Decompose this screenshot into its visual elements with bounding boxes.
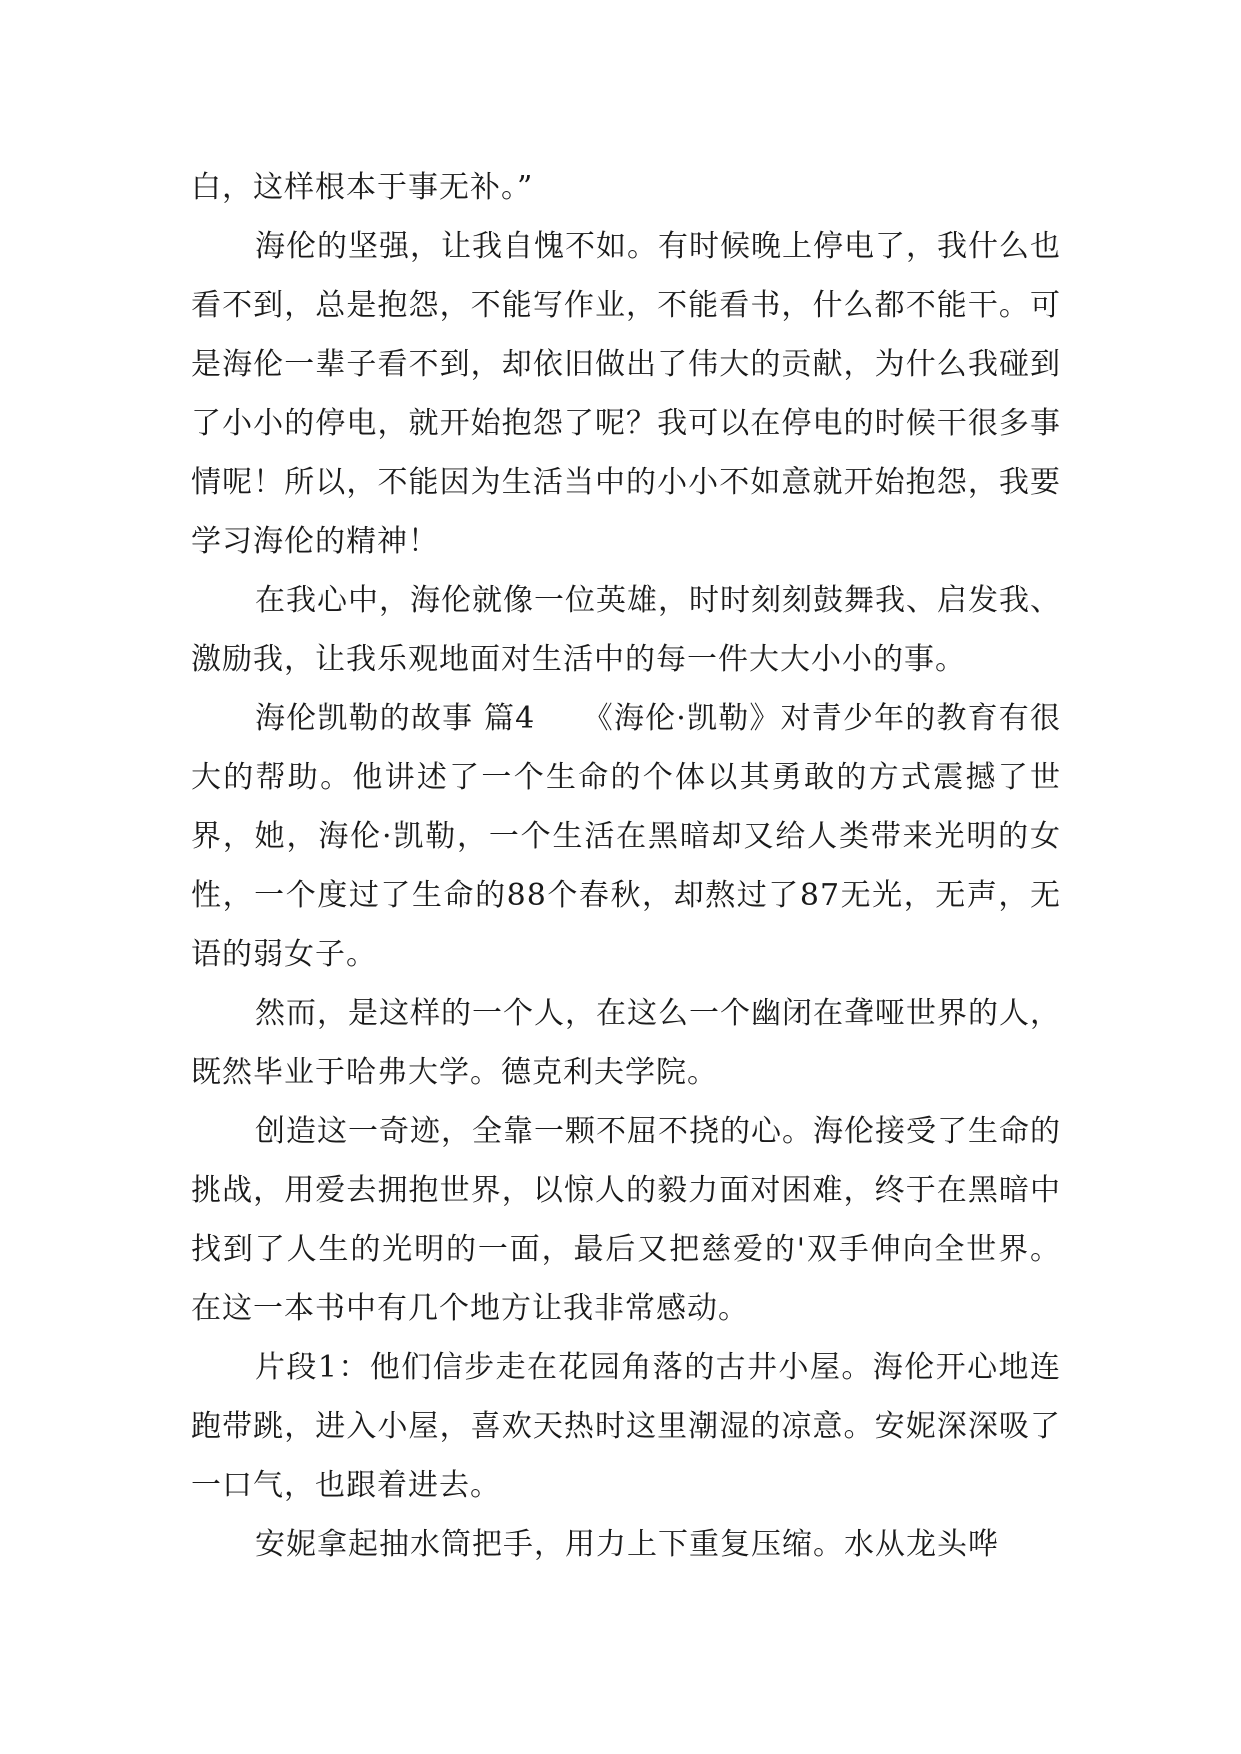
paragraph-helen-strength: 海伦的坚强，让我自愧不如。有时候晚上停电了，我什么也看不到，总是抱怨，不能写作业，不能看书，什么都不能干。可是海伦一辈子看不到，却依旧做出了伟大的贡献，为什么我碰到了小小的停电，就开始抱怨了呢？我可以在停电的时候干很多事情呢！所以，不能因为生活当中的小小不如意就开始抱怨，我要学习海伦的精神！ xyxy=(191,229,1061,559)
paragraph-fragment-1: 片段1：他们信步走在花园角落的古井小屋。海伦开心地连跑带跳，进入小屋，喜欢天热时这里潮湿的凉意。安妮深深吸了一口气，也跟着进去。 xyxy=(191,1350,1061,1503)
paragraph-graduation: 然而，是这样的一个人，在这么一个幽闭在聋哑世界的人，既然毕业于哈弗大学。德克利夫学院。 xyxy=(191,996,1061,1090)
paragraph-story-4: 海伦凯勒的故事 篇4 《海伦·凯勒》对青少年的教育有很大的帮助。他讲述了一个生命的个体以其勇敢的方式震撼了世界，她，海伦·凯勒，一个生活在黑暗却又给人类带来光明的女性，一个度过了生命的88个春秋，却熬过了87无光，无声，无语的弱女子。 xyxy=(191,701,1061,972)
paragraph-hero: 在我心中，海伦就像一位英雄，时时刻刻鼓舞我、启发我、激励我，让我乐观地面对生活中的每一件大大小小的事。 xyxy=(191,583,1061,677)
paragraph-continuation: 白，这样根本于事无补。” xyxy=(191,170,534,205)
paragraph-miracle: 创造这一奇迹，全靠一颗不屈不挠的心。海伦接受了生命的挑战，用爱去拥抱世界，以惊人的毅力面对困难，终于在黑暗中找到了人生的光明的一面，最后又把慈爱的'双手伸向全世界。在这一本书中有几个地方让我非常感动。 xyxy=(191,1114,1061,1326)
document-body xyxy=(191,158,1061,1574)
paragraph-water-pump: 安妮拿起抽水筒把手，用力上下重复压缩。水从龙头哗 xyxy=(255,1527,999,1562)
